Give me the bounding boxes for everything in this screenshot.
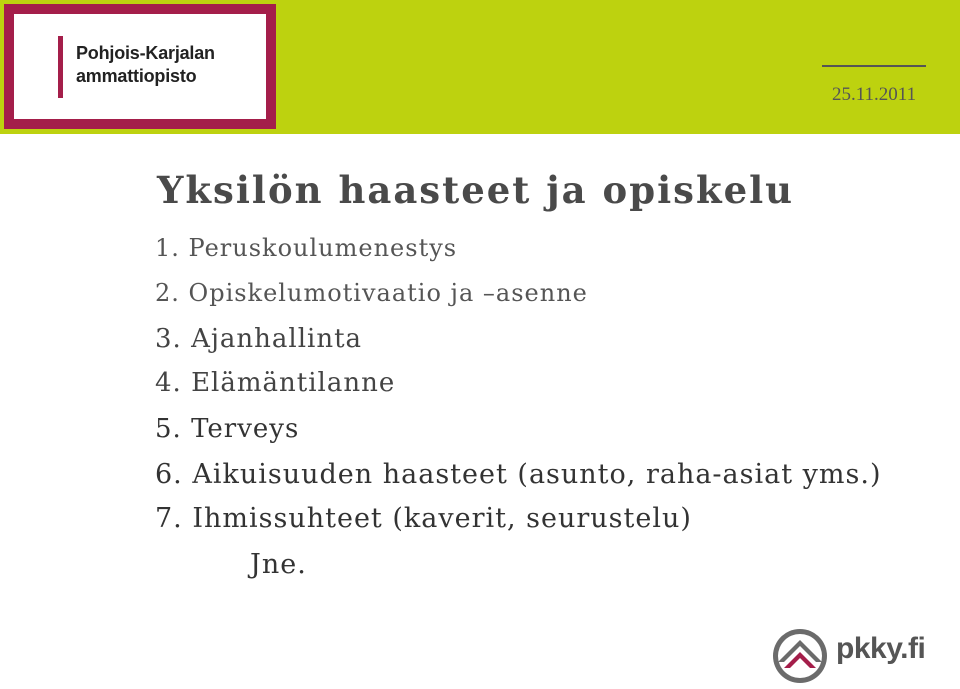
list-item: 5. Terveys [155,414,300,444]
logo-accent-bar [58,36,63,98]
slide-title: Yksilön haasteet ja opiskelu [157,168,795,212]
list-item: 6. Aikuisuuden haasteet (asunto, raha-asiat yms.) [155,459,882,490]
header-band [0,0,960,134]
slide-date: 25.11.2011 [832,84,917,105]
list-item: 7. Ihmissuhteet (kaverit, seurustelu) [155,503,692,534]
date-divider [822,65,926,67]
logo-line-2: ammattiopisto [76,66,197,86]
list-item: 4. Elämäntilanne [155,368,396,398]
list-item: 1. Peruskoulumenestys [155,234,458,262]
logo-inner [14,14,266,119]
list-item: 2. Opiskelumotivaatio ja –asenne [155,279,588,307]
footer-brand: pkky.fi [836,632,926,665]
list-item: 3. Ajanhallinta [155,324,363,354]
institution-logo [4,4,276,129]
house-roof-icon [770,628,834,684]
logo-line-1: Pohjois-Karjalan [76,43,215,63]
topic-list [155,234,882,580]
list-item: Jne. [250,549,307,580]
logo-text [76,42,215,88]
